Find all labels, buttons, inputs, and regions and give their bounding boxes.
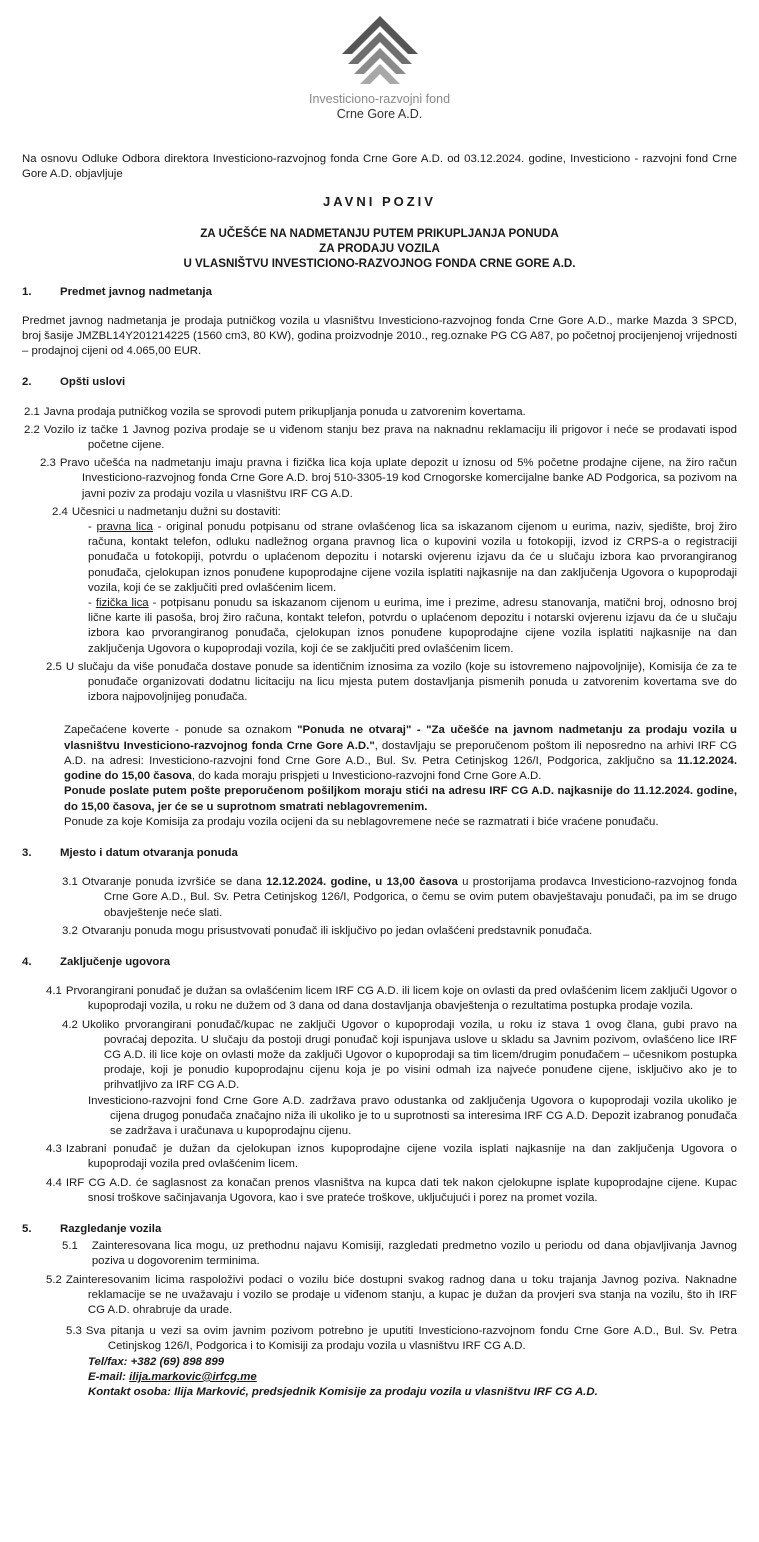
contact-block xyxy=(88,1355,737,1401)
clause-text-wrap xyxy=(82,875,737,921)
email-label: E-mail: xyxy=(88,1370,130,1383)
text-run: , do kada moraju prispjeti u Investiciono-razvojni fond Crne Gore A.D. xyxy=(191,770,542,783)
late-offers-note: Ponude za koje Komisija za prodaju vozila ocijeni da su neblagovremene neće se razmatrati i biće vraćene ponuđaču. xyxy=(64,815,659,828)
section-title: Razgledanje vozila xyxy=(60,1222,162,1235)
envelope-label: "Ponuda ne otvaraj" - "Za učešće na javnom nadmetanju za prodaju vozila u vlasništvu Investiciono-razvojnog fonda Crne Gore A.D." xyxy=(64,724,737,752)
text-run: , dostavljaju se preporučenom poštom ili neposredno na arhivi IRF CG A.D. na adresi: Investiciono-razvojni fond Crne Gore A.D., Bul. Sv. Petra Cetinjskog 126/I, Podgorica, zaključno sa xyxy=(64,739,737,767)
clause-4-2 xyxy=(62,1018,737,1094)
section-number: 5. xyxy=(22,1222,32,1235)
clause-number: 3.2 xyxy=(62,924,78,937)
clause-text: Učesnici u nadmetanju dužni su dostaviti: xyxy=(71,505,281,518)
clause-number: 2.4 xyxy=(52,505,68,518)
clause-2-1 xyxy=(24,405,737,420)
clause-2-2 xyxy=(24,423,737,453)
clause-text: Ukoliko prvorangirani ponuđač/kupac ne zaključi Ugovor o kupoprodaji vozila, u roku iz stava 1 ovog člana, gubi pravo na povraćaj depozita. U slučaju da postoji drugi ponuđač koji ispunjava uslove u skladu sa Javnim pozivom, ovlašćeno lice IRF CG A.D. ili lice koje on ovlasti može da zaključi Ugovor o kupoprodaji sa tim licem/drugim ponuđačem – učesnikom postupka prodaje, koji je ponudio kupoprodajnu cijenu koja je po visini odmah iza najveće ponuđene cijene, isključivo ako je to prihvatljivo za IRF CG A.D. xyxy=(81,1018,737,1092)
natural-persons-label: fizička lica xyxy=(95,597,149,610)
clause-text-wrap xyxy=(66,660,737,706)
section-number: 1. xyxy=(22,285,32,298)
clause-number: 5.1 xyxy=(62,1240,78,1253)
clause-text-wrap xyxy=(60,456,737,502)
clause-number: 4.1 xyxy=(46,985,62,998)
clause-number: 4.3 xyxy=(46,1143,62,1156)
subtitle-line: U VLASNIŠTVU INVESTICIONO-RAZVOJNOG FONDA CRNE GORE A.D. xyxy=(183,256,576,270)
subtitle-line: ZA PRODAJU VOZILA xyxy=(319,241,440,255)
subtitle-line: ZA UČEŠĆE NA NADMETANJU PUTEM PRIKUPLJANJA PONUDA xyxy=(200,226,559,240)
clause-4-3 xyxy=(46,1142,737,1172)
clause-text: Izabrani ponuđač je dužan da cjelokupan iznos kupoprodajne cijene vozila isplati najkasnije na dan zaključenja Ugovora o kupoprodaji vozila pred ovlašćenim licem. xyxy=(65,1143,737,1171)
clause-text-wrap xyxy=(66,1176,737,1206)
section-4-heading xyxy=(22,955,737,970)
clause-text: Vozilo iz tačke 1 Javnog poziva prodaje se u viđenom stanju bez prava na naknadnu reklamaciju ili prigovor i neće se prodavati ispod početne cijene. xyxy=(43,423,737,452)
clause-number: 3.1 xyxy=(62,876,78,889)
section-1-text: Predmet javnog nadmetanja je prodaja putničkog vozila u vlasništvu Investiciono-razvojnog fonda Crne Gore A.D., marke Mazda 3 SPCD, broj šasije JMZBL14Y201214225 (1560 cm3, 80 KW), godina proizvodnje 2010., reg.oznake PG CG A87, po početnoj procijenjenoj vrijednosti – prodajnoj cijeni od 4.065,00 EUR. xyxy=(22,314,737,358)
clause-text: Sva pitanja u vezi sa ovim javnim pozivom potrebno je uputiti Investiciono-razvojnom fondu Crne Gore A.D., Bul. Sv. Petra Cetinjskog 126/I, Podgorica i to Komisiji za prodaju vozila u vlasništvu IRF CG A.D. xyxy=(85,1325,737,1353)
clause-4-2-reservation: Investiciono-razvojni fond Crne Gore A.D. zadržava pravo odustanka od zaključenja Ugovora o kupoprodaji vozila ukoliko je cijena drugog ponuđača značajno niža ili ukoliko je to u suprotnosti sa interesima IRF CG A.D. Depozit izabranog ponuđača se zadržava i uračunava u kupoprodajnu cijenu. xyxy=(88,1094,737,1137)
clause-text: Pravo učešća na nadmetanju imaju pravna i fizička lica koja uplate depozit u iznosu od 5% početne prodajne cijene, na žiro račun Investiciono-razvojnog fonda Crne Gore A.D. broj 510-3305-19 kod Crnogorske komercijalne banke AD Podgorica, sa pozivom na javni poziv za prodaju vozila u vlasništvu IRF CG A.D. xyxy=(59,457,737,500)
text-run: Zapečaćene koverte - ponude sa oznakom xyxy=(64,724,298,737)
clause-5-3 xyxy=(66,1324,737,1354)
clause-text: Javna prodaja putničkog vozila se sprovodi putem prikupljanja ponuda u zatvorenim kovertama. xyxy=(43,405,526,418)
section-2-heading xyxy=(22,375,737,390)
natural-persons-text: - potpisanu ponudu sa iskazanom cijenom u eurima, ime i prezime, adresu stanovanja, matični broj, odnosno broj lične karte ili pasoša, broj žiro računa, kontakt telefon, potvrdu o uplaćenom depozitu i notarski ovjerenu izjavu da će u slučaju izbora kao prvorangiranog ponuđača, cjelokupan iznos ponuđene kupoprodajne cijene vozila isplatiti najkasnije na dan zaključenja Ugovora o kupoprodaji vozila, koji će se zaključiti pred ovlašćenim licem. xyxy=(88,597,737,655)
clause-3-2 xyxy=(62,924,737,939)
clause-text: Zainteresovana lica mogu, uz prethodnu najavu Komisiji, razgledati predmetno vozilo u periodu od dana objavljivanja Javnog poziva u dogovorenim terminima. xyxy=(91,1240,737,1268)
clause-2-3 xyxy=(40,456,737,502)
legal-entities-label: pravna lica xyxy=(96,521,153,534)
dash: - xyxy=(88,597,96,610)
email-link[interactable]: ilija.markovic@irfcg.me xyxy=(129,1370,257,1383)
clause-3-1 xyxy=(62,875,737,921)
logo-text-line2: Crne Gore A.D. xyxy=(336,107,423,121)
clause-text-wrap xyxy=(44,423,737,453)
text-run: Otvaranje ponuda izvršiće se dana xyxy=(81,876,266,889)
opening-date: 12.12.2024. godine, u 13,00 časova xyxy=(265,876,458,889)
text-run: u prostorijama prodavca Investiciono-razvojnog fonda Crne Gore A.D., Bul. Sv. Petra Cetinjskog 126/I, Podgorica, o čemu se ovim putem obavještavaju ponuđači, pa im se drugo obavještenje neće slati. xyxy=(103,876,737,919)
section-number: 4. xyxy=(22,955,32,968)
section-title: Predmet javnog nadmetanja xyxy=(60,285,212,298)
tel-fax: Tel/fax: +382 (69) 898 899 xyxy=(88,1355,225,1368)
clause-number: 2.3 xyxy=(40,457,56,470)
clause-5-2 xyxy=(46,1273,737,1319)
postal-deadline: Ponude poslate putem pošte preporučenom pošiljkom moraju stići na adresu IRF CG A.D. najkasnije do 11.12.2024. godine, do 15,00 časova, jer će se u suprotnom smatrati neblagovremenim. xyxy=(64,785,737,813)
email-line xyxy=(88,1370,737,1385)
clause-2-5 xyxy=(46,660,737,706)
clause-text-wrap xyxy=(66,1273,737,1319)
dash: - xyxy=(88,521,97,534)
clause-text-wrap xyxy=(66,1142,737,1172)
section-title: Opšti uslovi xyxy=(60,376,126,389)
clause-2-4 xyxy=(52,505,737,520)
document-title: JAVNI POZIV xyxy=(323,194,436,210)
clause-text: Zainteresovanim licima raspoloživi podaci o vozilu biće dostupni svakog radnog dana u toku trajanja Javnog poziva. Naknadne reklamacije se ne uvažavaju i vozilo se prodaje u viđenom stanju, a kupac je dužan da provjeri sva stanja na vozilu, što ih IRF CG A.D. ohrabruje da urade. xyxy=(65,1273,737,1316)
clause-text: U slučaju da više ponuđača dostave ponude sa identičnim iznosima za vozilo (koje su istovremeno najpovoljnije), Komisija će za te ponuđače organizovati dodatnu licitaciju na licu mjesta putem dostavljanja pismenih ponuda u zatvorenim kovertama sve do izbora najpovoljnijeg ponuđača. xyxy=(65,660,737,704)
section-5-heading xyxy=(22,1222,737,1237)
clause-number: 4.2 xyxy=(62,1018,78,1031)
section-title: Mjesto i datum otvaranja ponuda xyxy=(60,846,238,859)
clause-text: IRF CG A.D. će saglasnost za konačan prenos vlasništva na kupca dati tek nakon cjelokupne isplate kupoprodajne cijene. Kupac snosi troškove sačinjavanja Ugovora, kao i sve prateće troškove, uključujući i porez na promet vozila. xyxy=(65,1176,737,1204)
clause-4-1 xyxy=(46,984,737,1014)
clause-number: 2.5 xyxy=(46,660,62,673)
clause-text-wrap xyxy=(66,984,737,1014)
deadline: 11.12.2024. godine do 15,00 časova xyxy=(64,754,737,783)
logo xyxy=(22,14,737,122)
clause-number: 5.2 xyxy=(46,1273,62,1286)
clause-text-wrap xyxy=(82,1018,737,1094)
section-number: 3. xyxy=(22,846,32,859)
intro-paragraph: Na osnovu Odluke Odbora direktora Investiciono-razvojnog fonda Crne Gore A.D. od 03.12.2024. godine, Investiciono - razvojni fond Crne Gore A.D. objavljuje xyxy=(22,153,737,181)
logo-text-line1: Investiciono-razvojni fond xyxy=(308,92,451,106)
contact-person: Kontakt osoba: Ilija Marković, predsjednik Komisije za prodaju vozila u vlasništvu IRF CG A.D. xyxy=(88,1386,598,1398)
clause-text: Otvaranju ponuda mogu prisustvovati ponuđač ili isključivo po jedan ovlašćeni predstavnik ponuđača. xyxy=(81,924,593,937)
clause-5-1 xyxy=(62,1239,737,1269)
clause-text xyxy=(82,875,737,921)
envelope-instructions xyxy=(64,723,737,829)
clause-number: 2.1 xyxy=(24,405,40,418)
legal-entities-text: - original ponudu potpisanu od strane ovlašćenog lica sa iskazanom cijenom u eurima, naziv, sjedište, broj žiro računa, kontakt telefon, odluku nadležnog organa pravnog lica o kupovini vozila u fotokopiji, izvod iz CRPS-a o registraciji ponuđača u fotokopiji, potvrdu o uplaćenom depozitu i notarski ovjerenu izjavu da će u slučaju izbora kao prvorangiranog ponuđača, cjelokupan iznos ponuđene kupoprodajne cijene vozila isplatiti najkasnije na dan zaključenja Ugovora o kupoprodaji vozila, koji će se zaključiti pred ovlašćenim licem. xyxy=(88,521,737,594)
clause-text-wrap xyxy=(86,1324,737,1354)
clause-number: 4.4 xyxy=(46,1176,62,1189)
section-1-heading xyxy=(22,285,737,300)
logo-chevrons-icon xyxy=(338,14,422,90)
clause-2-4-legal xyxy=(88,520,737,596)
clause-4-4 xyxy=(46,1176,737,1206)
clause-2-4-natural xyxy=(88,596,737,657)
clause-text: Prvorangirani ponuđač je dužan sa ovlašćenim licem IRF CG A.D. ili licem koje on ovlasti da pred ovlašćenim licem zaključi Ugovor o kupoprodaji vozila, u roku ne dužem od 3 dana od dana dostavljanja obavještenja o rezultatima postupka prodaje vozila. xyxy=(65,985,737,1013)
document-subtitle xyxy=(22,226,737,271)
section-title: Zaključenje ugovora xyxy=(60,955,171,968)
clause-number: 5.3 xyxy=(66,1325,82,1338)
section-3-heading xyxy=(22,846,737,861)
section-number: 2. xyxy=(22,376,32,389)
envelope-paragraph xyxy=(64,723,737,784)
clause-number: 2.2 xyxy=(24,423,40,436)
